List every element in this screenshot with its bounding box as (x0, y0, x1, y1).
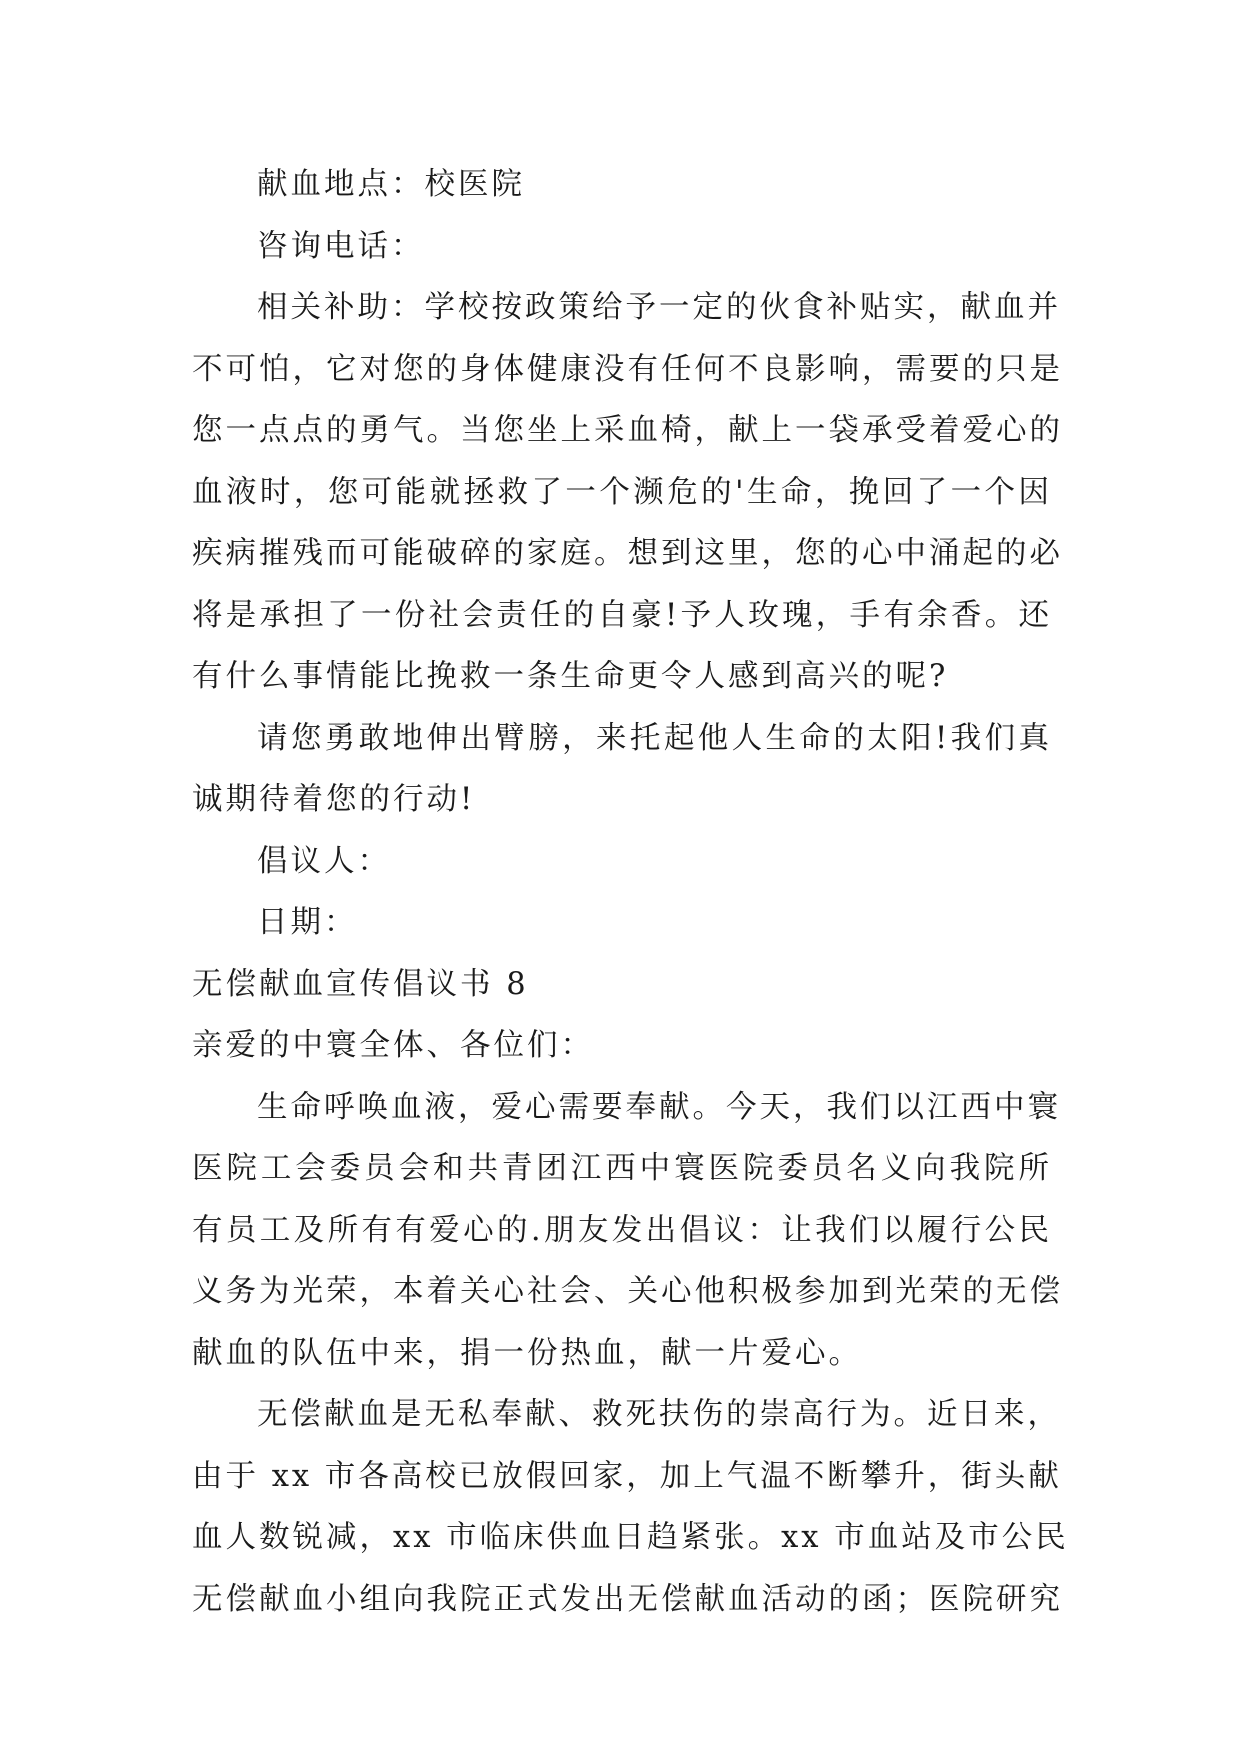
paragraph-line: 无偿献血小组向我院正式发出无偿献血活动的函；医院研究 (192, 1581, 1063, 1617)
paragraph-line: 由于 xx 市各高校已放假回家，加上气温不断攀升，街头献 (192, 1458, 1062, 1494)
initiator-line: 倡议人： (257, 843, 391, 879)
date-line: 日期： (257, 905, 358, 940)
paragraph-line: 生命呼唤血液，爱心需要奉献。今天，我们以江西中寰 (257, 1089, 1061, 1125)
paragraph-line: 请您勇敢地伸出臂膀，来托起他人生命的太阳!我们真 (257, 720, 1052, 756)
consultation-phone-line: 咨询电话： (257, 228, 425, 264)
donation-location-line: 献血地点：校医院 (257, 167, 525, 202)
paragraph-line: 相关补助：学校按政策给予一定的伙食补贴实，献血并 (257, 290, 1061, 325)
paragraph-line: 有员工及所有有爱心的.朋友发出倡议：让我们以履行公民 (192, 1212, 1052, 1248)
paragraph-line: 不可怕，它对您的身体健康没有任何不良影响，需要的只是 (192, 351, 1063, 387)
paragraph-line: 无偿献血是无私奉献、救死扶伤的崇高行为。近日来， (257, 1397, 1061, 1432)
paragraph-line: 疾病摧残而可能破碎的家庭。想到这里，您的心中涌起的必 (192, 536, 1063, 571)
paragraph-line: 诚期待着您的行动! (192, 782, 476, 817)
section-title: 无偿献血宣传倡议书 8 (192, 966, 529, 1002)
paragraph-line: 义务为光荣，本着关心社会、关心他积极参加到光荣的无偿 (192, 1274, 1063, 1309)
paragraph-line: 血液时，您可能就拯救了一个濒危的'生命，挽回了一个因 (192, 474, 1052, 510)
paragraph-line: 将是承担了一份社会责任的自豪!予人玫瑰，手有余香。还 (192, 597, 1052, 633)
document-body (192, 154, 1069, 1630)
paragraph-line: 献血的队伍中来，捐一份热血，献一片爱心。 (192, 1335, 862, 1371)
paragraph-line: 医院工会委员会和共青团江西中寰医院委员名义向我院所 (192, 1151, 1052, 1186)
paragraph-line: 有什么事情能比挽救一条生命更令人感到高兴的呢? (192, 659, 949, 694)
salutation-line: 亲爱的中寰全体、各位们： (192, 1028, 594, 1063)
paragraph-line: 您一点点的勇气。当您坐上采血椅，献上一袋承受着爱心的 (192, 413, 1063, 448)
paragraph-line: 血人数锐减，xx 市临床供血日趋紧张。xx 市血站及市公民 (192, 1520, 1069, 1555)
